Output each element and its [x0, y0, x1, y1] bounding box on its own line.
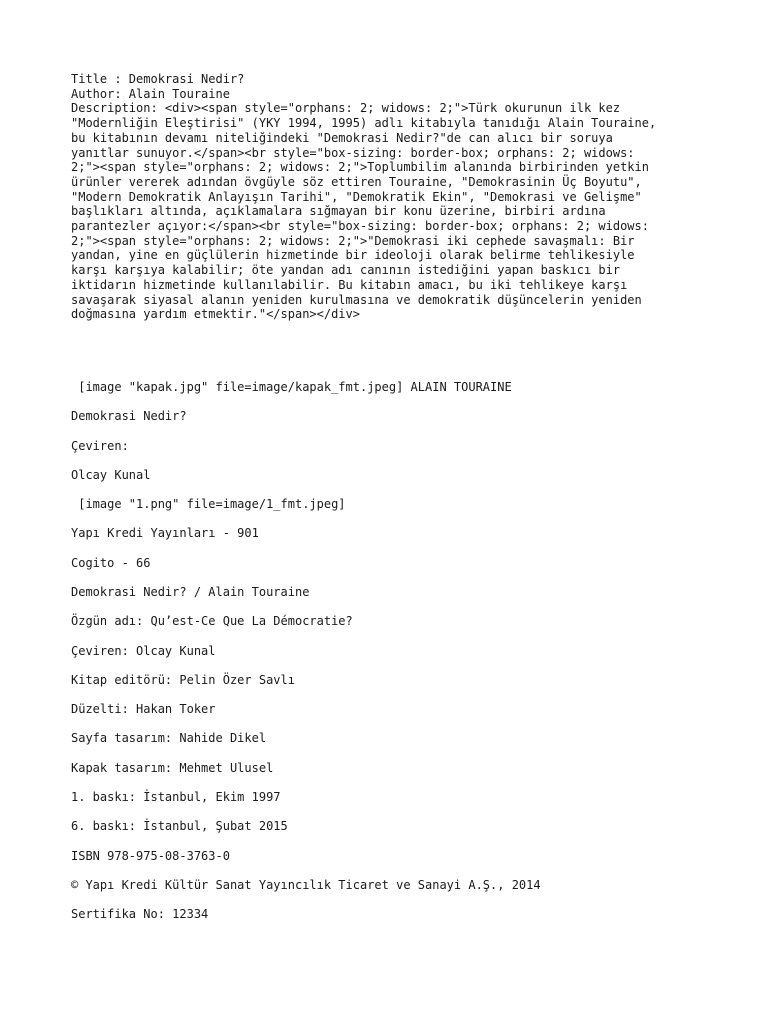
book-front-matter: [71, 380, 711, 936]
publisher-line: Yapı Kredi Yayınları - 901: [71, 526, 259, 541]
isbn-line: ISBN 978-975-08-3763-0: [71, 848, 230, 863]
description-line: "Modern Demokratik Anlayışın Tarihi", "Demokratik Ekin", "Demokrasi ve Gelişme": [71, 189, 642, 204]
editor-line: Kitap editörü: Pelin Özer Savlı: [71, 672, 295, 687]
translator-line: Çeviren: Olcay Kunal: [71, 643, 216, 658]
description-line: iktidarın hizmetinde kullanılabilir. Bu kitabın amacı, bu iki tehlikeye karşı: [71, 277, 628, 292]
description-line: doğmasına yardım etmektir."</span></div>: [71, 307, 360, 322]
description-line: başlıkları altında, açıklamalara sığmayan bir konu üzerine, birbiri ardına: [71, 204, 606, 219]
description-line: yandan, yine en güçlülerin hizmetinde bir ideoloji olarak belirme tehlikesiyle: [71, 248, 635, 263]
cover-design-line: Kapak tasarım: Mehmet Ulusel: [71, 760, 274, 775]
description-line: parantezler açıyor:</span><br style="box-sizing: border-box; orphans: 2; widows:: [71, 219, 649, 234]
first-edition-line: 1. baskı: İstanbul, Ekim 1997: [71, 789, 281, 804]
original-title-line: Özgün adı: Qu’est-Ce Que La Démocratie?: [71, 614, 353, 629]
document-page: [71, 72, 711, 922]
description-line: 2;"><span style="orphans: 2; widows: 2;">"Demokrasi iki cephede savaşmalı: Bir: [71, 233, 635, 248]
translator-label: Çeviren:: [71, 438, 129, 453]
page-design-line: Sayfa tasarım: Nahide Dikel: [71, 731, 267, 746]
description-line: "Modernliğin Eleştirisi" (YKY 1994, 1995) adlı kitabıyla tanıdığı Alain Touraine,: [71, 116, 657, 131]
cover-image-reference: [image "kapak.jpg" file=image/kapak_fmt.jpeg] ALAIN TOURAINE: [71, 380, 512, 394]
metadata-author: Author: Alain Touraine: [71, 86, 230, 101]
description-line: 2;"><span style="orphans: 2; widows: 2;">Toplumbilim alanında birbirinden yetkin: [71, 160, 649, 175]
translator-name: Olcay Kunal: [71, 467, 151, 482]
series-line: Cogito - 66: [71, 555, 151, 570]
title-author-line: Demokrasi Nedir? / Alain Touraine: [71, 584, 310, 599]
description-line: bu kitabının devamı niteliğindeki "Demokrasi Nedir?"de can alıcı bir soruya: [71, 130, 613, 145]
copyright-line: © Yapı Kredi Kültür Sanat Yayıncılık Ticaret ve Sanayi A.Ş., 2014: [71, 877, 541, 892]
certificate-line: Sertifika No: 12334: [71, 907, 209, 922]
proofreader-line: Düzelti: Hakan Toker: [71, 702, 216, 717]
logo-image-reference: [image "1.png" file=image/1_fmt.jpeg]: [71, 497, 346, 512]
metadata-description: [71, 101, 711, 322]
description-line: Description: <div><span style="orphans: 2; widows: 2;">Türk okurunun ilk kez: [71, 101, 621, 116]
book-title: Demokrasi Nedir?: [71, 409, 187, 424]
description-line: yanıtlar sunuyor.</span><br style="box-sizing: border-box; orphans: 2; widows:: [71, 145, 635, 160]
description-line: karşı karşıya kalabilir; öte yandan adı canının istediğini yapan baskıcı bir: [71, 263, 621, 278]
metadata-title: Title : Demokrasi Nedir?: [71, 72, 245, 86]
description-line: savaşarak siyasal alanın yeniden kurulmasına ve demokratik düşüncelerin yeniden: [71, 292, 642, 307]
sixth-edition-line: 6. baskı: İstanbul, Şubat 2015: [71, 819, 288, 834]
description-line: ürünler vererek adından övgüyle söz ettiren Touraine, "Demokrasinin Üç Boyutu",: [71, 174, 642, 189]
